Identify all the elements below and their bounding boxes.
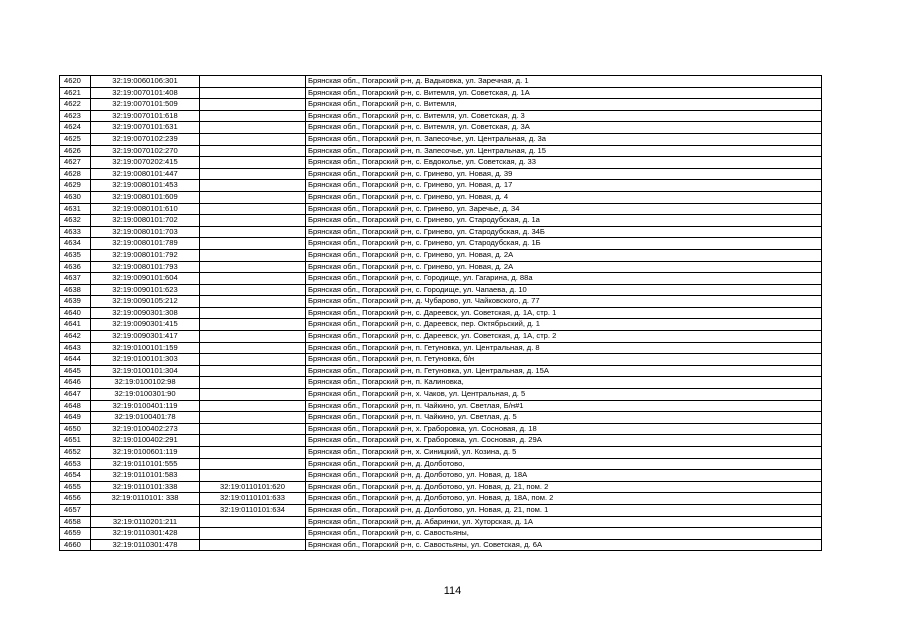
cadastral-number-cell: 32:19:0110101:583 <box>91 470 200 482</box>
address-cell: Брянская обл., Погарский р-н, д. Долботово, ул. Новая, д. 21, пом. 2 <box>306 481 822 493</box>
secondary-cadastral-number-cell <box>200 412 306 424</box>
secondary-cadastral-number-cell <box>200 389 306 401</box>
secondary-cadastral-number-cell <box>200 76 306 88</box>
address-cell: Брянская обл., Погарский р-н, с. Гринево, ул. Стародубская, д. 1Б <box>306 238 822 250</box>
cadastral-number-cell: 32:19:0110101: 338 <box>91 493 200 505</box>
cadastral-number-cell: 32:19:0100101:159 <box>91 342 200 354</box>
secondary-cadastral-number-cell <box>200 470 306 482</box>
secondary-cadastral-number-cell: 32:19:0110101:634 <box>200 504 306 516</box>
table-row <box>60 470 822 482</box>
address-cell: Брянская обл., Погарский р-н, с. Дареевск, ул. Советская, д. 1А, стр. 1 <box>306 307 822 319</box>
address-cell: Брянская обл., Погарский р-н, с. Витемля, <box>306 99 822 111</box>
row-number-cell: 4652 <box>60 447 91 459</box>
cadastral-number-cell: 32:19:0100101:304 <box>91 365 200 377</box>
address-cell: Брянская обл., Погарский р-н, с. Витемля, ул. Советская, д. 1А <box>306 87 822 99</box>
address-cell: Брянская обл., Погарский р-н, п. Запесочье, ул. Центральная, д. 3а <box>306 133 822 145</box>
table-row <box>60 133 822 145</box>
cadastral-number-cell: 32:19:0070102:270 <box>91 145 200 157</box>
table-row <box>60 122 822 134</box>
row-number-cell: 4634 <box>60 238 91 250</box>
secondary-cadastral-number-cell <box>200 133 306 145</box>
cadastral-number-cell: 32:19:0090301:417 <box>91 331 200 343</box>
cadastral-number-cell: 32:19:0090105:212 <box>91 296 200 308</box>
address-cell: Брянская обл., Погарский р-н, д. Долботово, ул. Новая, д. 21, пом. 1 <box>306 504 822 516</box>
row-number-cell: 4626 <box>60 145 91 157</box>
secondary-cadastral-number-cell <box>200 191 306 203</box>
address-cell: Брянская обл., Погарский р-н, х. Синицкий, ул. Козина, д. 5 <box>306 447 822 459</box>
row-number-cell: 4621 <box>60 87 91 99</box>
address-cell: Брянская обл., Погарский р-н, п. Гетуновка, б/н <box>306 354 822 366</box>
table-row <box>60 365 822 377</box>
table-row <box>60 528 822 540</box>
address-cell: Брянская обл., Погарский р-н, с. Дареевск, пер. Октябрьский, д. 1 <box>306 319 822 331</box>
address-cell: Брянская обл., Погарский р-н, п. Гетуновка, ул. Центральная, д. 15А <box>306 365 822 377</box>
table-row <box>60 249 822 261</box>
address-cell: Брянская обл., Погарский р-н, д. Чубарово, ул. Чайковского, д. 77 <box>306 296 822 308</box>
table-row <box>60 180 822 192</box>
cadastral-number-cell: 32:19:0100101:303 <box>91 354 200 366</box>
table-row <box>60 504 822 516</box>
cadastral-number-cell: 32:19:0100301:90 <box>91 389 200 401</box>
cadastral-number-cell: 32:19:0070101:408 <box>91 87 200 99</box>
address-cell: Брянская обл., Погарский р-н, п. Калиновка, <box>306 377 822 389</box>
cadastral-number-cell: 32:19:0070102:239 <box>91 133 200 145</box>
row-number-cell: 4657 <box>60 504 91 516</box>
row-number-cell: 4620 <box>60 76 91 88</box>
table-row <box>60 493 822 505</box>
address-cell: Брянская обл., Погарский р-н, с. Витемля, ул. Советская, д. 3А <box>306 122 822 134</box>
table-row <box>60 238 822 250</box>
address-cell: Брянская обл., Погарский р-н, с. Савостьяны, <box>306 528 822 540</box>
table-row <box>60 99 822 111</box>
row-number-cell: 4650 <box>60 423 91 435</box>
row-number-cell: 4630 <box>60 191 91 203</box>
row-number-cell: 4642 <box>60 331 91 343</box>
row-number-cell: 4656 <box>60 493 91 505</box>
table-body <box>60 76 822 551</box>
cadastral-number-cell: 32:19:0080101:703 <box>91 226 200 238</box>
cadastral-number-cell: 32:19:0110201:211 <box>91 516 200 528</box>
cadastral-number-cell: 32:19:0080101:792 <box>91 249 200 261</box>
cadastral-number-cell: 32:19:0080101:789 <box>91 238 200 250</box>
address-cell: Брянская обл., Погарский р-н, д. Долботово, ул. Новая, д. 18А <box>306 470 822 482</box>
address-cell: Брянская обл., Погарский р-н, с. Гринево, ул. Стародубская, д. 34Б <box>306 226 822 238</box>
row-number-cell: 4643 <box>60 342 91 354</box>
table-row <box>60 168 822 180</box>
address-cell: Брянская обл., Погарский р-н, с. Гринево, ул. Заречье, д. 34 <box>306 203 822 215</box>
table-row <box>60 481 822 493</box>
cadastral-number-cell: 32:19:0100601:119 <box>91 447 200 459</box>
row-number-cell: 4640 <box>60 307 91 319</box>
cadastral-number-cell: 32:19:0080101:447 <box>91 168 200 180</box>
table-row <box>60 284 822 296</box>
address-cell: Брянская обл., Погарский р-н, д. Долботово, ул. Новая, д. 18А, пом. 2 <box>306 493 822 505</box>
address-cell: Брянская обл., Погарский р-н, с. Евдоколье, ул. Советская, д. 33 <box>306 157 822 169</box>
address-cell: Брянская обл., Погарский р-н, п. Запесочье, ул. Центральная, д. 15 <box>306 145 822 157</box>
table-row <box>60 215 822 227</box>
cadastral-number-cell: 32:19:0070101:509 <box>91 99 200 111</box>
row-number-cell: 4624 <box>60 122 91 134</box>
address-cell: Брянская обл., Погарский р-н, д. Вадьковка, ул. Заречная, д. 1 <box>306 76 822 88</box>
address-cell: Брянская обл., Погарский р-н, д. Долботово, <box>306 458 822 470</box>
secondary-cadastral-number-cell <box>200 157 306 169</box>
table-row <box>60 87 822 99</box>
table-row <box>60 296 822 308</box>
address-cell: Брянская обл., Погарский р-н, х. Чаков, ул. Центральная, д. 5 <box>306 389 822 401</box>
secondary-cadastral-number-cell: 32:19:0110101:633 <box>200 493 306 505</box>
cadastral-number-cell: 32:19:0080101:702 <box>91 215 200 227</box>
secondary-cadastral-number-cell <box>200 284 306 296</box>
secondary-cadastral-number-cell <box>200 226 306 238</box>
secondary-cadastral-number-cell <box>200 215 306 227</box>
address-cell: Брянская обл., Погарский р-н, с. Гринево, ул. Стародубская, д. 1а <box>306 215 822 227</box>
cadastral-number-cell: 32:19:0100401:78 <box>91 412 200 424</box>
row-number-cell: 4644 <box>60 354 91 366</box>
secondary-cadastral-number-cell <box>200 238 306 250</box>
row-number-cell: 4635 <box>60 249 91 261</box>
property-register-table <box>59 75 822 551</box>
address-cell: Брянская обл., Погарский р-н, с. Дареевск, ул. Советская, д. 1А, стр. 2 <box>306 331 822 343</box>
secondary-cadastral-number-cell <box>200 400 306 412</box>
row-number-cell: 4638 <box>60 284 91 296</box>
row-number-cell: 4654 <box>60 470 91 482</box>
address-cell: Брянская обл., Погарский р-н, с. Савостьяны, ул. Советская, д. 6А <box>306 539 822 551</box>
cadastral-number-cell: 32:19:0080101:793 <box>91 261 200 273</box>
cadastral-number-cell: 32:19:0060106:301 <box>91 76 200 88</box>
row-number-cell: 4627 <box>60 157 91 169</box>
address-cell: Брянская обл., Погарский р-н, с. Городище, ул. Гагарина, д. 88а <box>306 273 822 285</box>
table-row <box>60 412 822 424</box>
secondary-cadastral-number-cell <box>200 319 306 331</box>
row-number-cell: 4622 <box>60 99 91 111</box>
row-number-cell: 4660 <box>60 539 91 551</box>
secondary-cadastral-number-cell <box>200 296 306 308</box>
secondary-cadastral-number-cell <box>200 203 306 215</box>
row-number-cell: 4653 <box>60 458 91 470</box>
table-row <box>60 539 822 551</box>
cadastral-number-cell: 32:19:0100402:291 <box>91 435 200 447</box>
table-row <box>60 389 822 401</box>
row-number-cell: 4649 <box>60 412 91 424</box>
row-number-cell: 4641 <box>60 319 91 331</box>
secondary-cadastral-number-cell <box>200 447 306 459</box>
cadastral-number-cell: 32:19:0080101:610 <box>91 203 200 215</box>
secondary-cadastral-number-cell <box>200 122 306 134</box>
row-number-cell: 4639 <box>60 296 91 308</box>
secondary-cadastral-number-cell <box>200 458 306 470</box>
row-number-cell: 4651 <box>60 435 91 447</box>
address-cell: Брянская обл., Погарский р-н, с. Городище, ул. Чапаева, д. 10 <box>306 284 822 296</box>
secondary-cadastral-number-cell <box>200 435 306 447</box>
row-number-cell: 4637 <box>60 273 91 285</box>
table-row <box>60 145 822 157</box>
address-cell: Брянская обл., Погарский р-н, с. Гринево, ул. Новая, д. 4 <box>306 191 822 203</box>
table-row <box>60 203 822 215</box>
address-cell: Брянская обл., Погарский р-н, с. Гринево, ул. Новая, д. 39 <box>306 168 822 180</box>
table-row <box>60 319 822 331</box>
cadastral-number-cell: 32:19:0100402:273 <box>91 423 200 435</box>
secondary-cadastral-number-cell <box>200 168 306 180</box>
row-number-cell: 4647 <box>60 389 91 401</box>
cadastral-number-cell: 32:19:0110301:428 <box>91 528 200 540</box>
address-cell: Брянская обл., Погарский р-н, с. Гринево, ул. Новая, д. 2А <box>306 261 822 273</box>
cadastral-number-cell: 32:19:0090101:623 <box>91 284 200 296</box>
cadastral-number-cell: 32:19:0100102:98 <box>91 377 200 389</box>
address-cell: Брянская обл., Погарский р-н, с. Витемля, ул. Советская, д. 3 <box>306 110 822 122</box>
cadastral-number-cell: 32:19:0070101:631 <box>91 122 200 134</box>
address-cell: Брянская обл., Погарский р-н, п. Чайкино, ул. Светлая, Б/н#1 <box>306 400 822 412</box>
address-cell: Брянская обл., Погарский р-н, с. Гринево, ул. Новая, д. 17 <box>306 180 822 192</box>
cadastral-number-cell: 32:19:0110101:338 <box>91 481 200 493</box>
secondary-cadastral-number-cell <box>200 377 306 389</box>
row-number-cell: 4659 <box>60 528 91 540</box>
row-number-cell: 4645 <box>60 365 91 377</box>
table-row <box>60 76 822 88</box>
cadastral-number-cell: 32:19:0080101:609 <box>91 191 200 203</box>
cadastral-number-cell: 32:19:0090301:415 <box>91 319 200 331</box>
row-number-cell: 4658 <box>60 516 91 528</box>
secondary-cadastral-number-cell <box>200 354 306 366</box>
row-number-cell: 4633 <box>60 226 91 238</box>
secondary-cadastral-number-cell <box>200 423 306 435</box>
row-number-cell: 4655 <box>60 481 91 493</box>
row-number-cell: 4646 <box>60 377 91 389</box>
table-row <box>60 516 822 528</box>
cadastral-number-cell: 32:19:0070202:415 <box>91 157 200 169</box>
table-row <box>60 447 822 459</box>
table-row <box>60 435 822 447</box>
table-row <box>60 342 822 354</box>
cadastral-number-cell: 32:19:0110101:555 <box>91 458 200 470</box>
table-row <box>60 157 822 169</box>
address-cell: Брянская обл., Погарский р-н, п. Чайкино, ул. Светлая, д. 5 <box>306 412 822 424</box>
table-row <box>60 400 822 412</box>
row-number-cell: 4628 <box>60 168 91 180</box>
table-row <box>60 354 822 366</box>
row-number-cell: 4631 <box>60 203 91 215</box>
address-cell: Брянская обл., Погарский р-н, х. Граборовка, ул. Сосновая, д. 18 <box>306 423 822 435</box>
table-row <box>60 226 822 238</box>
secondary-cadastral-number-cell <box>200 180 306 192</box>
secondary-cadastral-number-cell <box>200 145 306 157</box>
cadastral-number-cell <box>91 504 200 516</box>
row-number-cell: 4632 <box>60 215 91 227</box>
secondary-cadastral-number-cell <box>200 110 306 122</box>
row-number-cell: 4648 <box>60 400 91 412</box>
secondary-cadastral-number-cell <box>200 342 306 354</box>
cadastral-number-cell: 32:19:0100401:119 <box>91 400 200 412</box>
page-number: 114 <box>443 585 462 597</box>
secondary-cadastral-number-cell <box>200 261 306 273</box>
cadastral-number-cell: 32:19:0080101:453 <box>91 180 200 192</box>
secondary-cadastral-number-cell <box>200 307 306 319</box>
table-row <box>60 307 822 319</box>
table-row <box>60 458 822 470</box>
address-cell: Брянская обл., Погарский р-н, п. Гетуновка, ул. Центральная, д. 8 <box>306 342 822 354</box>
address-cell: Брянская обл., Погарский р-н, д. Абаринки, ул. Хуторская, д. 1А <box>306 516 822 528</box>
row-number-cell: 4629 <box>60 180 91 192</box>
table-row <box>60 191 822 203</box>
row-number-cell: 4625 <box>60 133 91 145</box>
secondary-cadastral-number-cell <box>200 249 306 261</box>
cadastral-number-cell: 32:19:0090301:308 <box>91 307 200 319</box>
secondary-cadastral-number-cell <box>200 539 306 551</box>
secondary-cadastral-number-cell <box>200 331 306 343</box>
table-row <box>60 377 822 389</box>
address-cell: Брянская обл., Погарский р-н, х. Граборовка, ул. Сосновая, д. 29А <box>306 435 822 447</box>
secondary-cadastral-number-cell <box>200 87 306 99</box>
secondary-cadastral-number-cell <box>200 365 306 377</box>
table-row <box>60 261 822 273</box>
table-row <box>60 423 822 435</box>
cadastral-number-cell: 32:19:0110301:478 <box>91 539 200 551</box>
row-number-cell: 4636 <box>60 261 91 273</box>
table-row <box>60 331 822 343</box>
secondary-cadastral-number-cell <box>200 516 306 528</box>
secondary-cadastral-number-cell <box>200 99 306 111</box>
table-row <box>60 273 822 285</box>
cadastral-number-cell: 32:19:0090101:604 <box>91 273 200 285</box>
secondary-cadastral-number-cell <box>200 273 306 285</box>
address-cell: Брянская обл., Погарский р-н, с. Гринево, ул. Новая, д. 2А <box>306 249 822 261</box>
secondary-cadastral-number-cell <box>200 528 306 540</box>
table-row <box>60 110 822 122</box>
row-number-cell: 4623 <box>60 110 91 122</box>
cadastral-number-cell: 32:19:0070101:618 <box>91 110 200 122</box>
secondary-cadastral-number-cell: 32:19:0110101:620 <box>200 481 306 493</box>
